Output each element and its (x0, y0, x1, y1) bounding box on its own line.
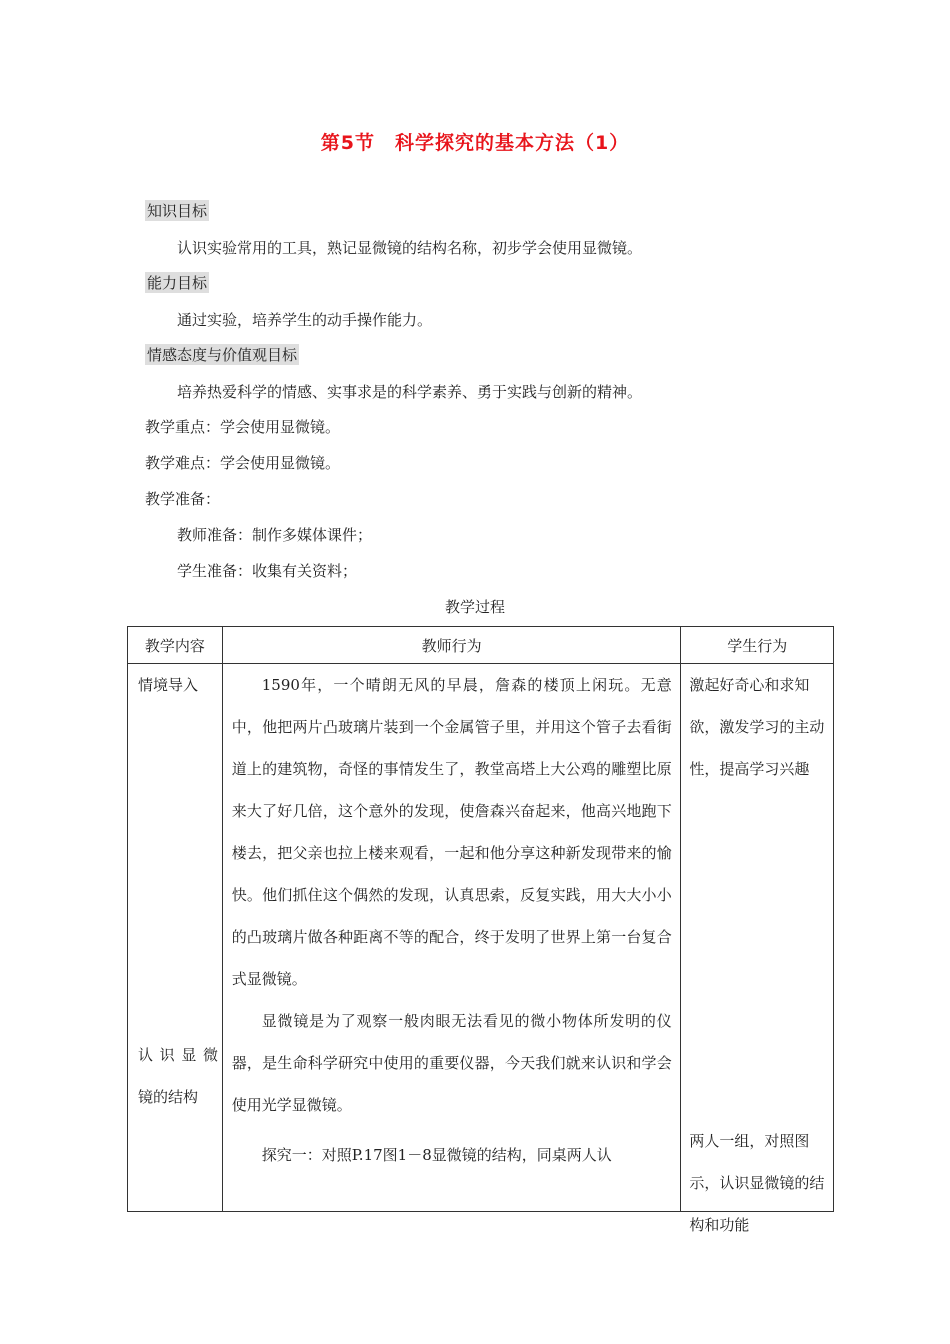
teacher-para-explore: 探究一：对照P.17图1－8显微镜的结构，同桌两人认 (261, 1146, 612, 1164)
table-header-row (128, 627, 834, 664)
knowledge-goal-header: 知识目标 (147, 202, 208, 220)
page-title: 第5节 科学探究的基本方法（1） (320, 132, 630, 154)
teacher-para-story: 1590年，一个晴朗无风的早晨，詹森的楼顶上闲玩。无意中，他把两片凸玻璃片装到一个金属管子里，并用这个管子去看街道上的建筑物，奇怪的事情发生了，教堂高塔上大公鸡的雕塑比原来大了好几倍，这个意外的发现，使詹森兴奋起来，他高兴地跑下楼去，把父亲也拉上楼来观看，一起和他分享这种新发现带来的愉快。他们抓住这个偶然的发现，认真思索，反复实践，用大大小小的凸玻璃片做各种距离不等的配合，终于发明了世界上第一台复合式显微镜。 (231, 676, 672, 988)
teaching-process-table (127, 626, 834, 1234)
table-row (128, 664, 834, 1212)
preparation-label: 教学准备： (145, 490, 221, 508)
header-teacher: 教师行为 (222, 627, 681, 664)
teacher-text (232, 664, 672, 1176)
header-content: 教学内容 (128, 627, 223, 664)
teacher-prep: 教师准备：制作多媒体课件； (177, 526, 373, 544)
content-item-intro: 情境导入 (138, 676, 199, 694)
knowledge-goal-text: 认识实验常用的工具，熟记显微镜的结构名称，初步学会使用显微镜。 (177, 239, 643, 257)
student-item-groupwork: 两人一组，对照图示，认识显微镜的结构和功能 (689, 1132, 825, 1234)
teacher-cell (222, 664, 681, 1212)
key-point: 教学重点：学会使用显微镜。 (145, 418, 341, 436)
emotion-goal-header: 情感态度与价值观目标 (147, 346, 298, 364)
header-student: 学生行为 (681, 627, 834, 664)
content-cell (128, 664, 223, 1212)
emotion-goal-text: 培养热爱科学的情感、实事求是的科学素养、勇于实践与创新的精神。 (177, 383, 643, 401)
content-item-structure (138, 1034, 218, 1118)
student-prep: 学生准备：收集有关资料； (177, 562, 358, 580)
ability-goal-header: 能力目标 (147, 274, 208, 292)
process-title: 教学过程 (444, 598, 505, 616)
student-cell (681, 664, 834, 1234)
content-item-structure-line1: 认识显微 (138, 1046, 218, 1064)
difficult-point: 教学难点：学会使用显微镜。 (145, 454, 341, 472)
teacher-para-microscope: 显微镜是为了观察一般肉眼无法看见的微小物体所发明的仪器，是生命科学研究中使用的重要仪器，今天我们就来认识和学会使用光学显微镜。 (231, 1012, 672, 1114)
student-item-interest: 激起好奇心和求知欲，激发学习的主动性，提高学习兴趣 (689, 676, 825, 778)
content-item-structure-line2: 镜的结构 (138, 1088, 199, 1106)
ability-goal-text: 通过实验，培养学生的动手操作能力。 (177, 311, 433, 329)
